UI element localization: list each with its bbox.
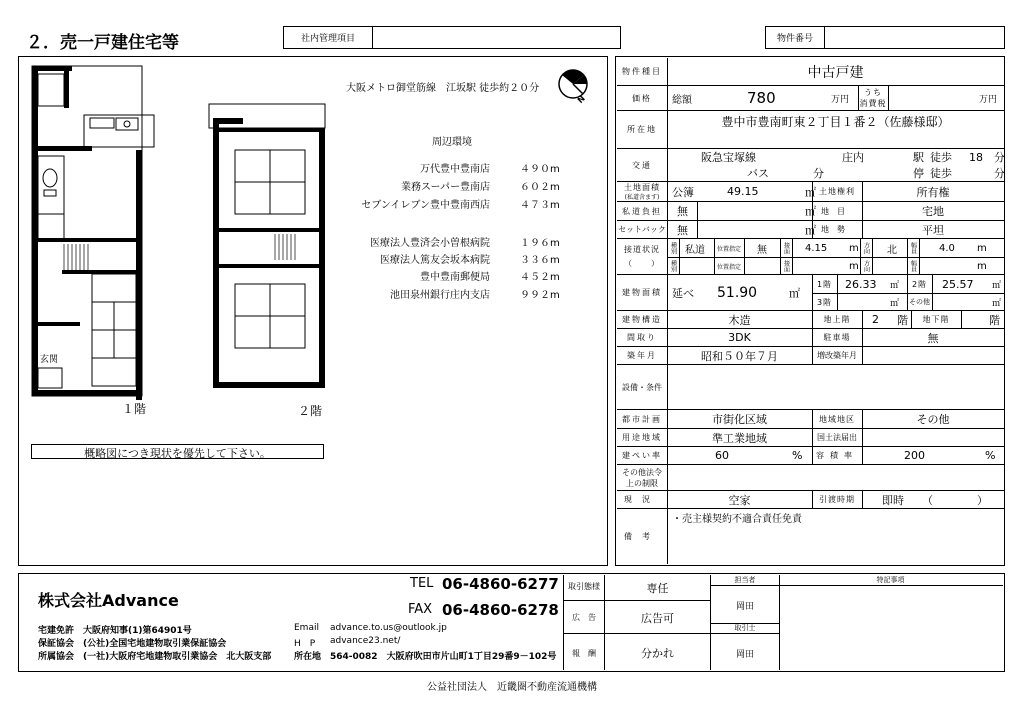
bus-stop-suffix: 停: [913, 167, 924, 180]
guarantee-assoc: 保証協会 (公社)全国宅地建物取引業保証協会: [38, 639, 227, 649]
env-name: 万代豊中豊南店: [420, 164, 490, 175]
row-structure: [617, 311, 1004, 329]
deal-table: [563, 575, 711, 670]
line-name: 阪急宝塚線: [701, 151, 756, 164]
remarks-value: ・売主様契約不適合責任免責: [672, 514, 802, 525]
row-road: [617, 239, 1004, 275]
company-name: 株式会社Advance: [38, 591, 179, 610]
member-assoc: 所属協会 (一社)大阪府宅地建物取引業協会 北大阪支部: [38, 652, 272, 662]
zone-label: 地域地区: [819, 414, 855, 424]
special-label: 特記事項: [876, 576, 905, 584]
road-kind: 私道: [685, 244, 705, 256]
layout-value: 3DK: [728, 331, 751, 344]
zone-value: その他: [916, 413, 950, 426]
use-zone-value: 準工業地域: [712, 431, 767, 445]
chisei-value: 平坦: [922, 223, 944, 237]
fax-number: 06-4860-6278: [442, 601, 559, 619]
row-ratio: [617, 447, 1004, 465]
building-label: 建物面積: [617, 275, 668, 310]
tax-label-2: 消費税: [859, 99, 887, 108]
floor3-area-unit: ㎡: [890, 298, 900, 309]
organization: 公益社団法人 近畿圏不動産流通機構: [427, 682, 597, 693]
traffic-label: 交通: [617, 149, 668, 181]
env-distance: ３３６m: [520, 255, 560, 266]
mgmt-label: 社内管理項目: [300, 34, 355, 44]
remarks-label: 備考: [617, 509, 668, 564]
entrance-label: 玄関: [40, 355, 59, 365]
env-distance: ９９２m: [520, 290, 560, 301]
built-value: 昭和５０年７月: [701, 349, 778, 363]
deal-label: 取引態様: [568, 582, 600, 591]
bcr-value: 60: [715, 449, 729, 462]
building-total-label: 延べ: [672, 286, 694, 300]
floor2-label: ２階: [298, 404, 323, 418]
landright-label: 土地権利: [819, 187, 855, 196]
road-direction-label: 方向: [862, 242, 870, 254]
land-unit: ㎡: [805, 185, 816, 199]
private-label: 私道負担: [617, 202, 668, 220]
chimoku-label: 地目: [821, 206, 853, 216]
floor3-area-label: 3階: [816, 297, 833, 307]
row-status: [617, 491, 1004, 509]
dealer-label: 取引士: [734, 624, 756, 632]
parking-label: 駐車場: [823, 333, 851, 342]
row-built: [617, 347, 1004, 365]
far-unit: %: [985, 449, 996, 462]
company-address: 564-0082 大阪府吹田市片山町1丁目29番9－102号: [330, 652, 557, 662]
row-building: [617, 275, 1004, 311]
below-floors-label: 地下階: [922, 315, 950, 324]
row-type: [617, 58, 1004, 86]
landright-value: 所有権: [916, 185, 950, 199]
bcr-unit: %: [792, 449, 803, 462]
address-value: 豊中市豊南町東２丁目１番２（佐藤様邸）: [721, 114, 950, 129]
row-layout: [617, 329, 1004, 347]
tel-label: TEL: [410, 576, 434, 591]
land-area: 49.15: [727, 185, 759, 198]
person-value: 岡田: [735, 602, 754, 612]
env-name: 豊中豊南郵便局: [420, 272, 490, 283]
handover-value: 即時: [882, 493, 904, 507]
email[interactable]: advance.to.us@outlook.jp: [330, 623, 447, 633]
walk-minutes: 18: [969, 150, 983, 164]
chisei-label: 地勢: [821, 225, 853, 234]
env-distance: ４７３m: [520, 200, 560, 211]
floor2-area-unit: ㎡: [992, 280, 1002, 291]
compass-icon: [555, 64, 595, 108]
env-name: 医療法人篤友会坂本病院: [380, 255, 490, 266]
law-label-2: 上の制限: [626, 479, 658, 488]
equipment-label: 設備・条件: [617, 365, 668, 409]
env-title: 周辺環境: [432, 137, 472, 148]
price-unit: 万円: [831, 94, 850, 105]
tax-unit: 万円: [979, 94, 998, 105]
homepage[interactable]: advance23.net/: [330, 636, 401, 646]
road-width: 4.0: [939, 242, 955, 254]
hp-label: H P: [294, 639, 316, 649]
row-address: [617, 111, 1004, 149]
type-value: 中古戸建: [807, 64, 864, 81]
person-table: [710, 575, 780, 670]
ad-value: 広告可: [641, 612, 674, 625]
row-remarks: [617, 509, 1004, 564]
price-label: 価格: [617, 86, 668, 110]
env-name: セブンイレブン豊中豊南西店: [361, 200, 490, 211]
fax-label: FAX: [408, 602, 433, 617]
status-value: 空家: [728, 493, 751, 507]
env-name: 医療法人豊済会小曽根病院: [370, 238, 490, 249]
row-law: [617, 465, 1004, 491]
walk-label-2: 徒歩: [930, 167, 952, 180]
road-width-unit: m: [977, 242, 987, 254]
price-value: 780: [747, 89, 776, 107]
road2-kind-label: 種別: [669, 260, 677, 272]
price-total-label: 総額: [672, 94, 692, 106]
structure-label: 建物構造: [617, 311, 668, 328]
land-label: 土地面積: [624, 182, 660, 192]
tel-number[interactable]: 06-4860-6277: [442, 575, 559, 593]
walk-unit-2: 分: [994, 167, 1005, 180]
below-floors-unit: 階: [989, 313, 1000, 327]
floorplan-note-text: 概略図につき現状を優先して下さい。: [84, 447, 271, 460]
road2-frontage-label: 接面: [782, 260, 790, 272]
notify-label: 国土法届出: [817, 433, 857, 442]
far-value: 200: [904, 449, 925, 462]
station-access: 大阪メトロ御堂筋線 江坂駅 徒歩約２０分: [346, 83, 540, 94]
tax-label: うち: [864, 88, 882, 97]
road-label-2: （ ）: [624, 258, 660, 268]
row-price: [617, 86, 1004, 111]
bus-label: バス: [747, 167, 769, 180]
road-frontage-unit: m: [849, 242, 859, 254]
row-city: [617, 410, 1004, 429]
road-direction: 北: [887, 244, 897, 256]
floor1-area-label: 1階: [816, 279, 833, 289]
fee-label: 報 酬: [572, 649, 596, 658]
dealer-value: 岡田: [735, 650, 754, 660]
building-total: 51.90: [717, 284, 758, 301]
built-label: 築年月: [617, 347, 668, 364]
private-value: 無: [677, 205, 688, 218]
private-unit: ㎡: [805, 205, 816, 218]
row-equipment: [617, 365, 1004, 410]
other-area-label: その他: [909, 298, 930, 306]
address-label: 所在地: [617, 111, 668, 148]
building-total-unit: ㎡: [789, 286, 800, 300]
license: 宅建免許 大阪府知事(1)第64901号: [38, 626, 192, 636]
city-plan-label: 都市計画: [617, 410, 668, 428]
bus-unit: 分: [813, 167, 824, 180]
floor1-area-unit: ㎡: [890, 280, 900, 291]
road2-designation-label: 位置指定: [716, 263, 741, 271]
road-frontage: 4.15: [805, 242, 828, 254]
station-name: 庄内: [842, 151, 864, 164]
propno-label: 物件番号: [776, 34, 813, 44]
row-traffic: [617, 149, 1004, 182]
setback-value: 無: [677, 223, 688, 237]
row-land: [617, 182, 1004, 202]
bcr-label: 建ぺい率: [617, 447, 668, 464]
compass-north-label: N: [575, 93, 587, 106]
chimoku-value: 宅地: [922, 205, 944, 218]
floor2-area-label: 2階: [911, 279, 928, 289]
station-suffix: 駅: [913, 151, 924, 164]
road2-frontage-unit: m: [849, 260, 859, 272]
handover-note: （ ）: [922, 493, 988, 507]
env-name: 業務スーパー豊南店: [401, 182, 490, 193]
road-kind-label: 種別: [669, 242, 677, 254]
setback-label: セットバック: [617, 221, 668, 238]
other-area-unit: ㎡: [992, 298, 1002, 309]
row-setback: [617, 221, 1004, 239]
use-zone-label: 用途地域: [617, 429, 668, 446]
parking-value: 無: [927, 331, 939, 345]
floor1-label: １階: [122, 402, 147, 416]
structure-value: 木造: [728, 313, 751, 327]
fee-value: 分かれ: [641, 647, 674, 660]
road-width-label: 幅員: [909, 242, 917, 254]
land-kind: 公簿: [672, 185, 694, 199]
above-floors-unit: 階: [897, 313, 908, 327]
floor2-area: 25.57: [942, 277, 974, 291]
env-distance: ４９０m: [520, 164, 560, 175]
city-plan-value: 市街化区域: [712, 413, 767, 426]
row-use: [617, 429, 1004, 447]
handover-label: 引渡時期: [819, 495, 855, 504]
walk-unit: 分: [994, 151, 1005, 164]
land-label-2: (私道含ます): [624, 194, 660, 201]
email-label: Email: [294, 623, 319, 633]
road2-direction-label: 方向: [862, 260, 870, 272]
page-title: ２．売一戸建住宅等: [26, 33, 179, 53]
road2-width-label: 幅員: [909, 260, 917, 272]
road-designation: 無: [757, 244, 767, 256]
walk-label: 徒歩: [930, 151, 952, 164]
floorplan-2f: [205, 100, 335, 396]
far-label: 容積率: [816, 451, 858, 460]
env-name: 池田泉州銀行庄内支店: [390, 290, 490, 301]
law-label: その他法令: [622, 468, 662, 477]
layout-label: 間取り: [617, 329, 668, 346]
person-label: 担当者: [734, 576, 756, 584]
road2-width-unit: m: [977, 260, 987, 272]
ad-label: 広 告: [572, 613, 596, 622]
above-floors: 2: [872, 313, 879, 326]
type-label: 物件種目: [617, 58, 668, 85]
special-notes: [778, 575, 1003, 670]
floor1-area: 26.33: [845, 277, 877, 291]
deal-value: 専任: [646, 582, 669, 595]
status-label: 現況: [617, 491, 668, 508]
row-private: [617, 202, 1004, 221]
road-label: 接道状況: [624, 244, 660, 254]
extension-label: 増改築年月: [817, 351, 857, 360]
road-designation-label: 位置指定: [716, 245, 741, 253]
setback-unit: ㎡: [805, 223, 816, 237]
road-frontage-label: 接面: [782, 242, 790, 254]
env-distance: ６０２m: [520, 182, 560, 193]
address-label-footer: 所在地: [294, 652, 322, 662]
env-distance: ４５２m: [520, 272, 560, 283]
env-distance: １９６m: [520, 238, 560, 249]
above-floors-label: 地上階: [823, 315, 851, 324]
